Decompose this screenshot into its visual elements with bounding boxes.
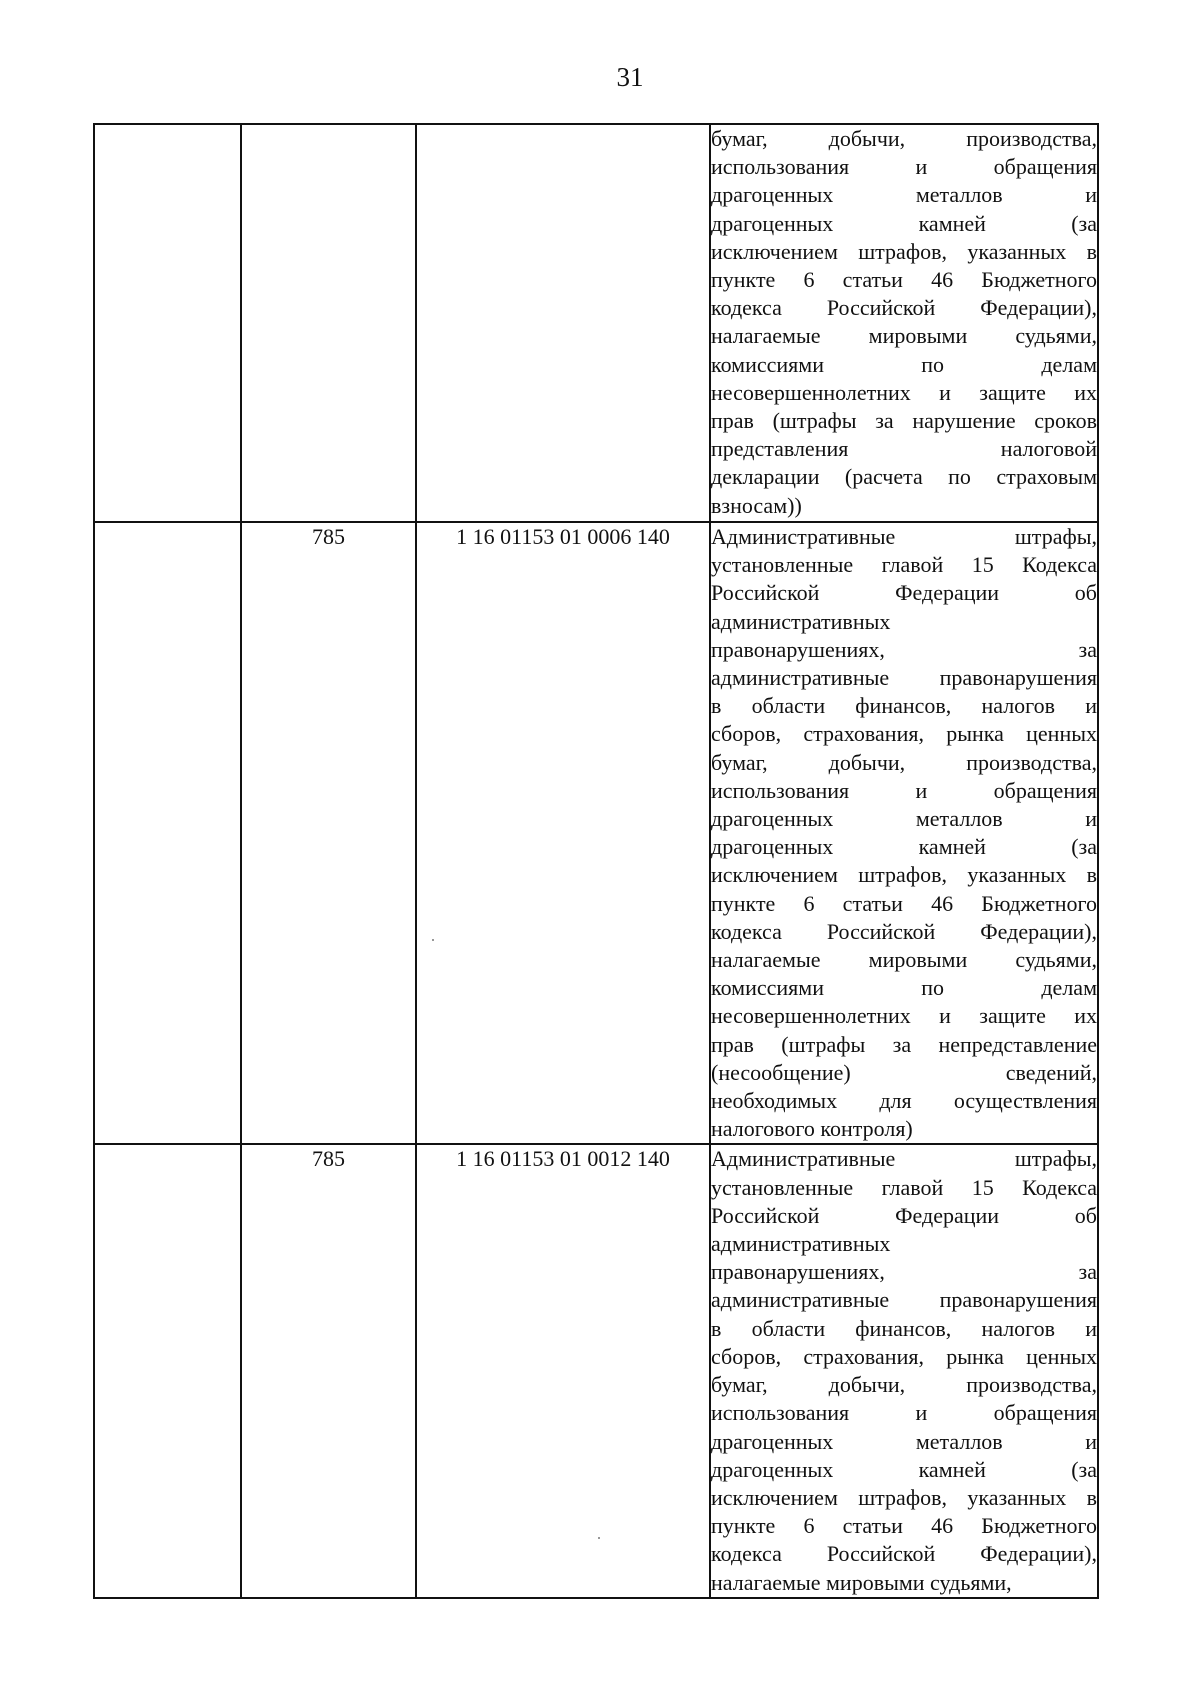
description-line: драгоценных камней (за	[711, 210, 1097, 236]
description-line: драгоценных металлов и	[711, 806, 1097, 832]
description-line: драгоценных металлов и	[711, 182, 1097, 208]
description-line: прав (штрафы за непредставление	[711, 1031, 1097, 1057]
description-line: исключением штрафов, указанных в	[711, 238, 1097, 264]
description-cell	[710, 522, 1098, 1144]
description-line: налагаемые мировыми судьями,	[711, 323, 1097, 349]
description-line: необходимых для осуществления	[711, 1088, 1097, 1114]
description-line: декларации (расчета по страховым	[711, 464, 1097, 490]
description-line: кодекса Российской Федерации),	[711, 1541, 1097, 1567]
kbk-code-cell: 1 16 01153 01 0012 140	[416, 1144, 710, 1598]
admin-code-cell: 785	[241, 522, 416, 1144]
description-line: сборов, страхования, рынка ценных	[711, 721, 1097, 747]
description-line: правонарушениях, за	[711, 636, 1097, 662]
description-line: пункте 6 статьи 46 Бюджетного	[711, 890, 1097, 916]
description-line: драгоценных металлов и	[711, 1428, 1097, 1454]
description-line: административные правонарушения	[711, 1287, 1097, 1313]
table-row	[94, 522, 1098, 1144]
admin-code-cell: 785	[241, 1144, 416, 1598]
description-line: в области финансов, налогов и	[711, 1315, 1097, 1341]
description-line: бумаг, добычи, производства,	[711, 749, 1097, 775]
description-line: административных	[711, 608, 891, 634]
description-line: Административные штрафы,	[711, 524, 1097, 549]
description-line: несовершеннолетних и защите их	[711, 379, 1097, 405]
description-line: взносам))	[711, 492, 802, 518]
description-line: бумаг, добычи, производства,	[711, 1372, 1097, 1398]
description-line: использования и обращения	[711, 154, 1097, 180]
description-line: Российской Федерации об	[711, 580, 1097, 606]
table-row	[94, 1144, 1098, 1598]
description-line: исключением штрафов, указанных в	[711, 1484, 1097, 1510]
description-line: использования и обращения	[711, 1400, 1097, 1426]
description-line: кодекса Российской Федерации),	[711, 295, 1097, 321]
budget-codes-table	[93, 123, 1099, 1599]
description-line: драгоценных камней (за	[711, 834, 1097, 860]
description-line: исключением штрафов, указанных в	[711, 862, 1097, 888]
description-line: кодекса Российской Федерации),	[711, 918, 1097, 944]
description-cell	[710, 1144, 1098, 1598]
description-line: комиссиями по делам	[711, 975, 1097, 1001]
description-line: Российской Федерации об	[711, 1202, 1097, 1228]
description-line: Административные штрафы,	[711, 1146, 1097, 1172]
description-line: сборов, страхования, рынка ценных	[711, 1343, 1097, 1369]
scan-speck	[598, 1537, 600, 1539]
kbk-code-cell: 1 16 01153 01 0006 140	[416, 522, 710, 1144]
description-line: в области финансов, налогов и	[711, 693, 1097, 719]
description-line: прав (штрафы за нарушение сроков	[711, 408, 1097, 434]
description-line: установленные главой 15 Кодекса	[711, 1174, 1097, 1200]
description-line: представления налоговой	[711, 436, 1097, 462]
description-line: комиссиями по делам	[711, 351, 1097, 377]
description-line: несовершеннолетних и защите их	[711, 1003, 1097, 1029]
table-row	[94, 124, 1098, 522]
description-line: налагаемые мировыми судьями,	[711, 1569, 1012, 1595]
kbk-code-cell	[416, 124, 710, 522]
description-line: драгоценных камней (за	[711, 1456, 1097, 1482]
admin-code-cell	[241, 124, 416, 522]
description-line: правонарушениях, за	[711, 1259, 1097, 1285]
description-line: пункте 6 статьи 46 Бюджетного	[711, 267, 1097, 293]
description-cell	[710, 124, 1098, 522]
description-line: налагаемые мировыми судьями,	[711, 947, 1097, 973]
description-line: административные правонарушения	[711, 665, 1097, 691]
row-index-cell	[94, 522, 241, 1144]
description-line: использования и обращения	[711, 777, 1097, 803]
row-index-cell	[94, 1144, 241, 1598]
page-number: 31	[616, 62, 644, 92]
description-line: установленные главой 15 Кодекса	[711, 552, 1097, 578]
description-line: пункте 6 статьи 46 Бюджетного	[711, 1513, 1097, 1539]
description-line: налогового контроля)	[711, 1116, 913, 1142]
scan-speck	[432, 939, 434, 941]
row-index-cell	[94, 124, 241, 522]
description-line: административных	[711, 1231, 891, 1257]
description-line: бумаг, добычи, производства,	[711, 126, 1097, 151]
description-line: (несообщение) сведений,	[711, 1059, 1097, 1085]
